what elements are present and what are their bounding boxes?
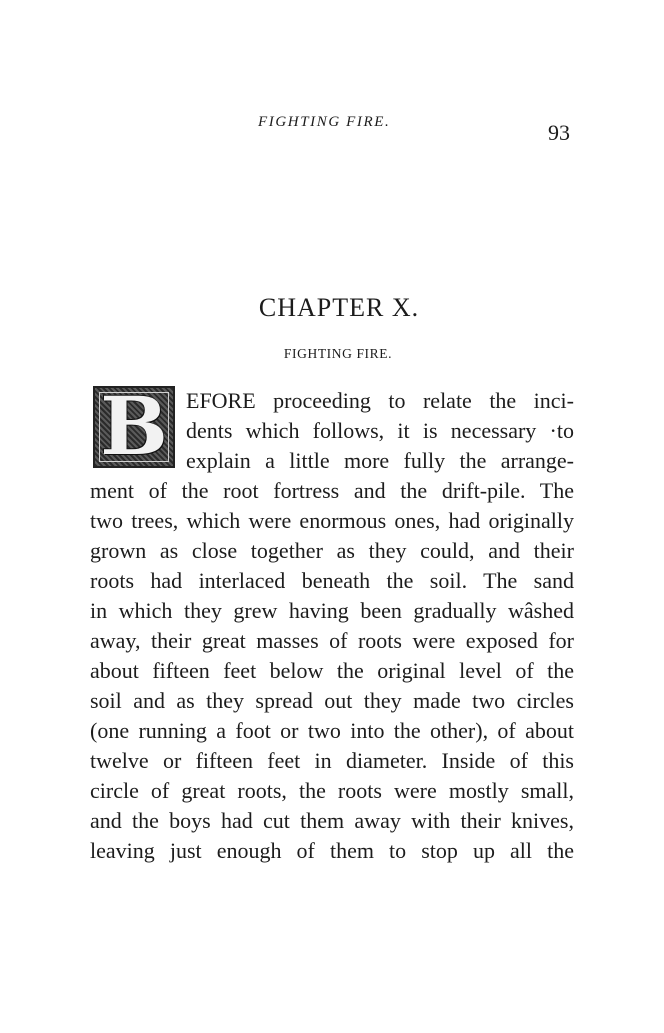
text-line: dents which follows, it is necessary ·to	[186, 418, 574, 443]
page-number: 93	[548, 120, 570, 145]
text-line: two trees, which were enormous ones, had originally	[90, 508, 574, 533]
drop-cap-letter: B	[100, 386, 168, 468]
ornamental-drop-cap	[93, 386, 175, 468]
text-line: (one running a foot or two into the other), of about	[90, 718, 574, 743]
text-line: explain a little more fully the arrange-	[186, 448, 574, 473]
text-line: and the boys had cut them away with their knives,	[90, 808, 574, 833]
text-line: circle of great roots, the roots were mostly small,	[90, 778, 574, 803]
text-line: grown as close together as they could, and their	[90, 538, 574, 563]
chapter-subtitle: FIGHTING FIRE.	[283, 346, 393, 361]
text-line: ment of the root fortress and the drift-pile. The	[90, 478, 574, 503]
running-title: FIGHTING FIRE.	[258, 114, 391, 130]
text-line: leaving just enough of them to stop up all the	[90, 838, 574, 863]
running-head	[0, 114, 664, 144]
text-line: EFORE proceeding to relate the inci-	[186, 388, 574, 413]
text-line: about fifteen feet below the original level of the	[90, 658, 574, 683]
text-line: twelve or fifteen feet in diameter. Inside of this	[90, 748, 574, 773]
chapter-heading: CHAPTER X.	[258, 293, 420, 322]
text-line: in which they grew having been gradually wâshed	[90, 598, 574, 623]
text-line: roots had interlaced beneath the soil. The sand	[90, 568, 574, 593]
text-line: away, their great masses of roots were exposed for	[90, 628, 574, 653]
text-line: soil and as they spread out they made two circles	[90, 688, 574, 713]
